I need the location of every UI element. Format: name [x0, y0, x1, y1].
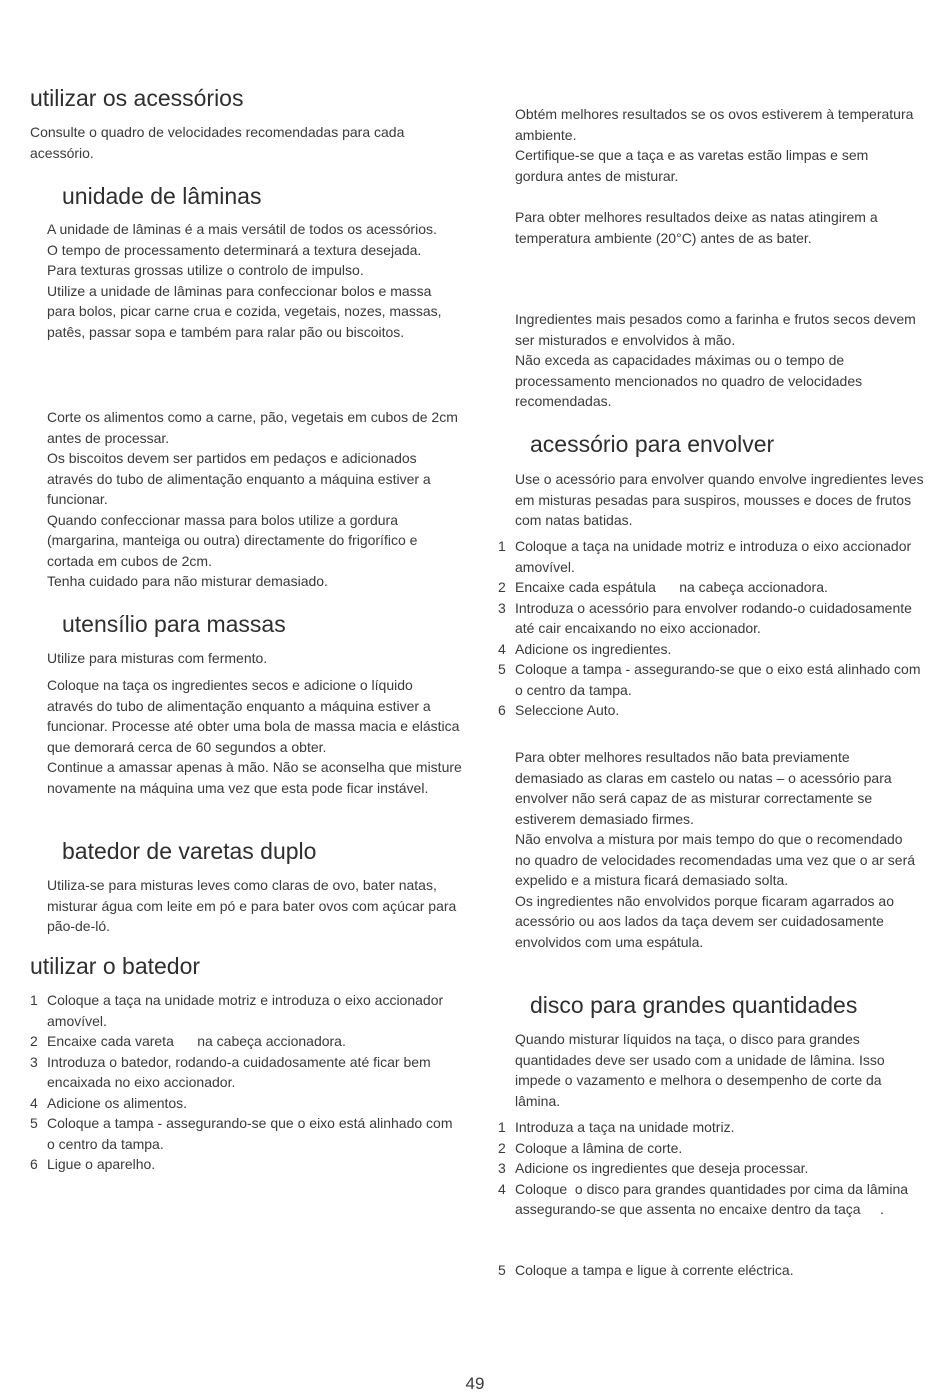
folding-tool-intro: Use o acessório para envolver quando envolve ingredientes leves em misturas pesadas para suspiros, mousses e doces de frutos com natas batidas.: [515, 471, 924, 528]
list-item: 4 Coloque o disco para grandes quantidades por cima da lâmina assegurando-se que assenta no encaixe dentro da taça .: [498, 1180, 912, 1217]
whisk-tips-paragraph-1: Obtém melhores resultados se os ovos estiverem à temperatura ambiente. Certifique-se que a taça e as varetas estão limpas e sem gordura antes de misturar.: [515, 106, 914, 184]
whisk-steps-list: [30, 990, 462, 1175]
twin-whisk-paragraph: Utiliza-se para misturas leves como claras de ovo, bater natas, misturar água com leite em pó e para bater ovos com açúcar para pão-de-ló.: [47, 877, 457, 934]
list-item: 1 Introduza a taça na unidade motriz.: [498, 1119, 735, 1135]
section-text-using-accessories: Consulte o quadro de velocidades recomendadas para cada acessório.: [30, 124, 405, 161]
list-item: 3 Introduza o batedor, rodando-a cuidadosamente até ficar bem encaixada no eixo accionador.: [30, 1053, 431, 1090]
list-item: 6 Seleccione Auto.: [498, 702, 620, 718]
batch-disc-steps-list: [498, 1117, 930, 1220]
page-number: 49: [465, 1374, 485, 1393]
list-item: 3 Introduza o acessório para envolver rodando-o cuidadosamente até cair encaixando no eixo accionador.: [498, 599, 912, 636]
whisk-tips-paragraph-2: Para obter melhores resultados deixe as natas atingirem a temperatura ambiente (20°C) antes de as bater.: [515, 209, 878, 246]
list-item: 5 Coloque a tampa - assegurando-se que o eixo está alinhado com o centro da tampa.: [498, 661, 921, 698]
section-title-using-accessories: utilizar os acessórios: [30, 85, 244, 111]
section-title-batch-disc: disco para grandes quantidades: [530, 992, 858, 1018]
whisk-tips-paragraph-3: Ingredientes mais pesados como a farinha e frutos secos devem ser misturados e envolvidos à mão. Não exceda as capacidades máximas ou o tempo de processamento mencionados no quadro de velocidades recomendadas.: [515, 311, 916, 409]
list-item: 2 Encaixe cada vareta na cabeça accionadora.: [30, 1033, 346, 1049]
dough-tool-paragraph-2: Coloque na taça os ingredientes secos e adicione o líquido através do tubo de alimentação enquanto a máquina estiver a funcionar. Processe até obter uma bola de massa macia e elástica que demorará cerca de 60 segundos a obter. Continue a amassar apenas à mão. Não se aconselha que misture novamente na máquina uma vez que esta pode ficar instável.: [47, 677, 462, 796]
list-item: 3 Adicione os ingredientes que deseja processar.: [498, 1160, 809, 1176]
folding-tips-paragraph: Para obter melhores resultados não bata previamente demasiado as claras em castelo ou natas – o acessório para envolver não será capaz de as misturar correctamente se estiverem demasiado firmes. Não envolva a mistura por mais tempo do que o recomendado no quadro de velocidades recomendadas uma vez que o ar será expelido e a mistura ficará demasiado solta. Os ingredientes não envolvidos porque ficaram agarrados ao acessório ou aos lados da taça devem ser cuidadosamente envolvidos com uma espátula.: [515, 749, 916, 950]
section-title-dough-tool: utensílio para massas: [62, 611, 286, 637]
list-item: 1 Coloque a taça na unidade motriz e introduza o eixo accionador amovível.: [498, 538, 912, 575]
dough-tool-paragraph-1: Utilize para misturas com fermento.: [47, 650, 268, 666]
list-item: 1 Coloque a taça na unidade motriz e introduza o eixo accionador amovível.: [30, 992, 444, 1029]
blade-unit-paragraph-2: Corte os alimentos como a carne, pão, vegetais em cubos de 2cm antes de processar. Os biscoitos devem ser partidos em pedaços e adicionados através do tubo de alimentação enquanto a máquina estiver a funcionar. Quando confeccionar massa para bolos utilize a gordura (margarina, manteiga ou outra) directamente do frigorífico e cortada em cubos de 2cm. Tenha cuidado para não misturar demasiado.: [47, 409, 458, 589]
section-title-using-whisk: utilizar o batedor: [30, 953, 201, 979]
list-item: 4 Adicione os alimentos.: [30, 1094, 188, 1111]
batch-disc-intro: Quando misturar líquidos na taça, o disco para grandes quantidades deve ser usado com a unidade de lâmina. Isso impede o vazamento e melhora o desempenho de corte da lâmina.: [515, 1031, 885, 1109]
batch-disc-step-5: [498, 1260, 930, 1281]
section-title-folding-tool: acessório para envolver: [530, 431, 775, 457]
section-title-blade-unit: unidade de lâminas: [62, 183, 262, 209]
section-title-twin-whisk: batedor de varetas duplo: [62, 838, 317, 864]
list-item: 2 Encaixe cada espátula na cabeça accionadora.: [498, 579, 828, 595]
list-item: 5 Coloque a tampa e ligue à corrente eléctrica.: [498, 1262, 794, 1278]
list-item: 6 Ligue o aparelho.: [30, 1156, 156, 1172]
list-item: 5 Coloque a tampa - assegurando-se que o eixo está alinhado com o centro da tampa.: [30, 1115, 453, 1152]
list-item: 4 Adicione os ingredientes.: [498, 640, 672, 657]
list-item: 2 Coloque a lâmina de corte.: [498, 1139, 683, 1156]
folding-steps-list: [498, 536, 930, 721]
blade-unit-paragraph-1: A unidade de lâminas é a mais versátil de todos os acessórios. O tempo de processamento determinará a textura desejada. Para texturas grossas utilize o controlo de impulso. Utilize a unidade de lâminas para confeccionar bolos e massa para bolos, picar carne crua e cozida, vegetais, nozes, massas, patês, passar sopa e também para ralar pão ou biscoitos.: [47, 221, 442, 340]
